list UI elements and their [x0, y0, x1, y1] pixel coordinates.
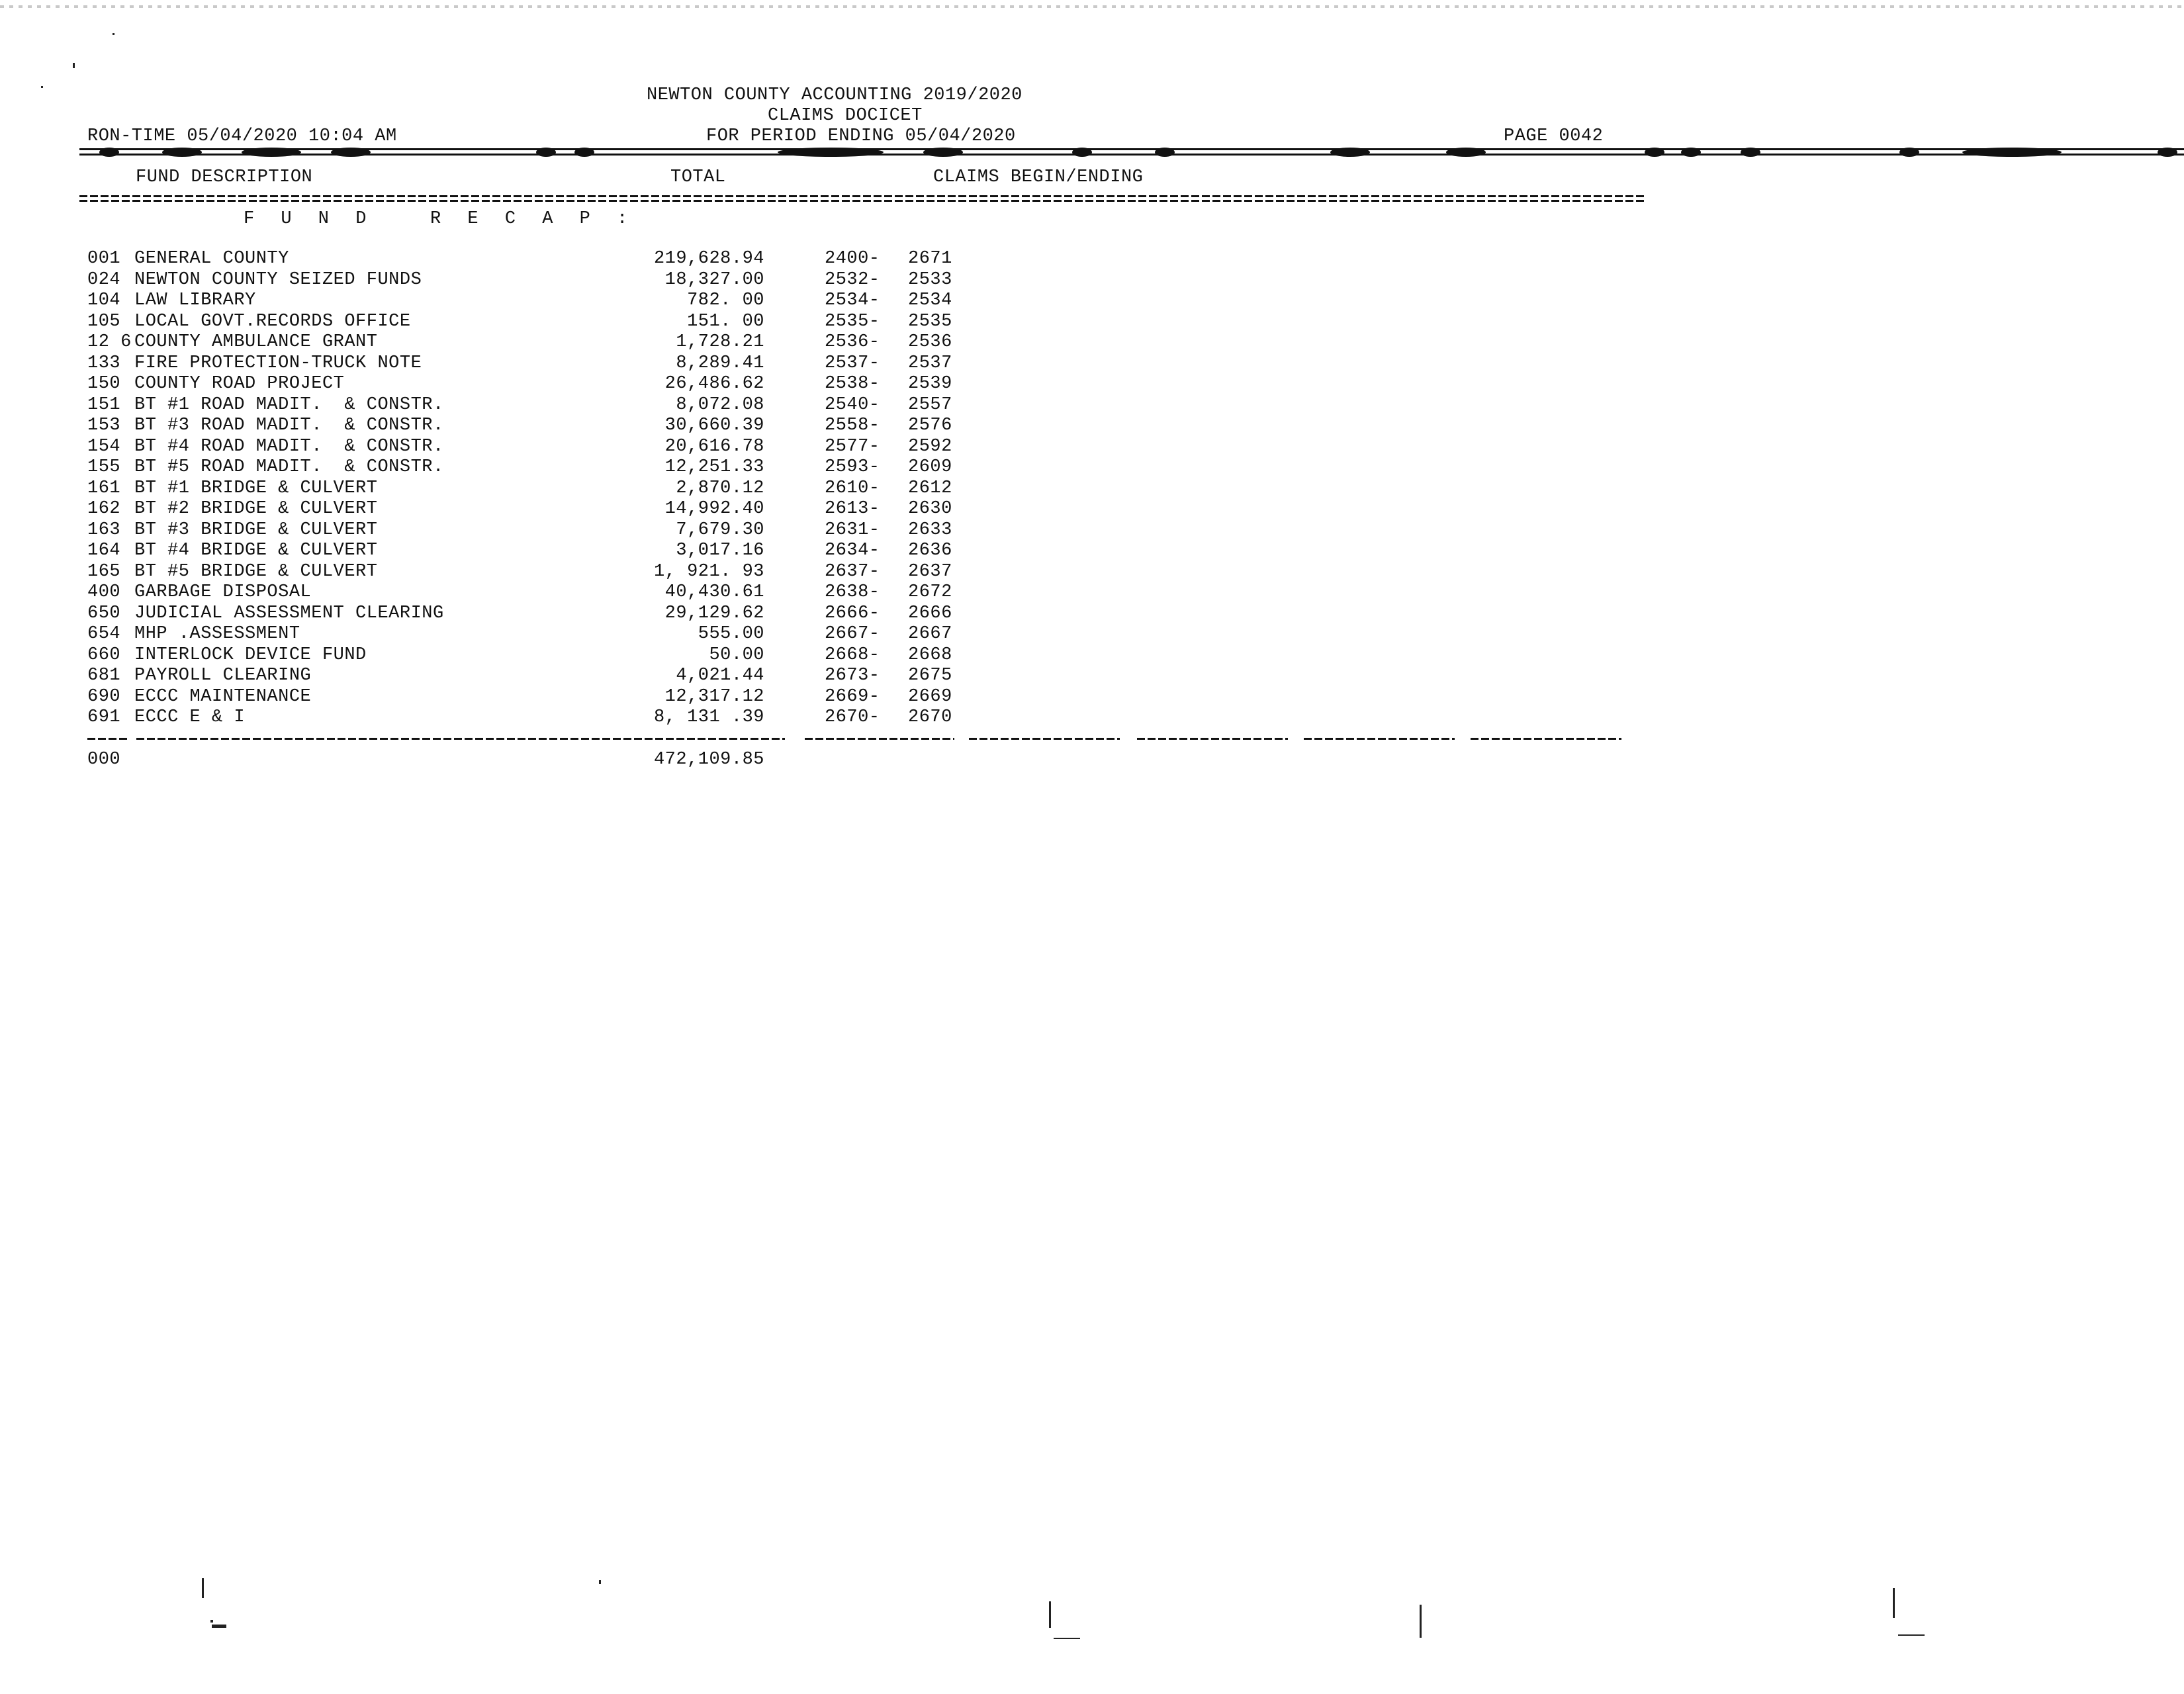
row-fund-code: 001	[87, 249, 121, 269]
row-fund-code: 650	[87, 603, 121, 623]
row-claims-begin: 2668-	[825, 645, 880, 665]
row-fund-code: 12 6	[87, 332, 132, 352]
row-total: 29,129.62	[664, 603, 764, 623]
row-total: 782. 00	[687, 290, 764, 310]
row-fund-code: 161	[87, 478, 121, 498]
header-rule	[79, 148, 2184, 156]
row-fund-description: BT #5 ROAD MADIT. & CONSTR.	[134, 457, 444, 477]
row-claims-end: 2534	[908, 290, 952, 310]
row-fund-description: BT #5 BRIDGE & CULVERT	[134, 562, 378, 582]
row-fund-code: 660	[87, 645, 121, 665]
row-total: 14,992.40	[664, 499, 764, 519]
page-number: PAGE 0042	[1504, 126, 1604, 146]
row-claims-begin: 2535-	[825, 312, 880, 332]
row-claims-end: 2668	[908, 645, 952, 665]
summary-rule	[87, 738, 128, 740]
row-fund-code: 165	[87, 562, 121, 582]
ink-blob	[1330, 148, 1370, 157]
row-total: 18,327.00	[664, 270, 764, 290]
row-fund-description: ECCC MAINTENANCE	[134, 687, 312, 707]
row-claims-end: 2670	[908, 707, 952, 727]
summary-rule	[805, 738, 954, 740]
ink-blob	[1899, 148, 1919, 157]
ink-blob	[1645, 148, 1664, 157]
scan-speck	[113, 33, 114, 35]
row-claims-end: 2536	[908, 332, 952, 352]
row-fund-description: MHP .ASSESSMENT	[134, 624, 300, 644]
row-claims-begin: 2532-	[825, 270, 880, 290]
scan-speck	[1054, 1638, 1080, 1639]
row-claims-begin: 2558-	[825, 416, 880, 435]
row-fund-description: LAW LIBRARY	[134, 290, 256, 310]
row-total: 12,251.33	[664, 457, 764, 477]
row-claims-end: 2667	[908, 624, 952, 644]
scan-speck	[73, 63, 75, 68]
scan-speck	[210, 1620, 213, 1623]
row-fund-code: 155	[87, 457, 121, 477]
col-total: TOTAL	[670, 167, 726, 187]
scan-speck	[599, 1580, 601, 1584]
row-claims-end: 2576	[908, 416, 952, 435]
row-total: 7,679.30	[676, 520, 764, 540]
column-header-rule	[79, 195, 1645, 202]
row-fund-code: 133	[87, 353, 121, 373]
summary-rule	[1304, 738, 1455, 740]
row-claims-end: 2557	[908, 395, 952, 415]
row-fund-code: 151	[87, 395, 121, 415]
row-fund-code: 105	[87, 312, 121, 332]
row-fund-description: BT #1 BRIDGE & CULVERT	[134, 478, 378, 498]
row-claims-end: 2630	[908, 499, 952, 519]
row-total: 2,870.12	[676, 478, 764, 498]
row-claims-begin: 2637-	[825, 562, 880, 582]
row-fund-description: BT #4 ROAD MADIT. & CONSTR.	[134, 437, 444, 457]
row-fund-description: INTERLOCK DEVICE FUND	[134, 645, 367, 665]
row-total: 4,021.44	[676, 666, 764, 686]
ink-blob	[331, 148, 371, 157]
row-claims-begin: 2631-	[825, 520, 880, 540]
row-total: 3,017.16	[676, 541, 764, 560]
row-fund-description: BT #3 ROAD MADIT. & CONSTR.	[134, 416, 444, 435]
run-time: RON-TIME 05/04/2020 10:04 AM	[87, 126, 397, 146]
row-claims-begin: 2540-	[825, 395, 880, 415]
row-total: 30,660.39	[664, 416, 764, 435]
row-claims-end: 2637	[908, 562, 952, 582]
ink-blob	[1155, 148, 1175, 157]
ink-blob	[1072, 148, 1092, 157]
row-claims-begin: 2638-	[825, 582, 880, 602]
row-fund-description: JUDICIAL ASSESSMENT CLEARING	[134, 603, 444, 623]
row-claims-end: 2633	[908, 520, 952, 540]
row-fund-description: LOCAL GOVT.RECORDS OFFICE	[134, 312, 411, 332]
scan-speck	[1049, 1601, 1051, 1628]
row-total: 8,289.41	[676, 353, 764, 373]
row-claims-begin: 2666-	[825, 603, 880, 623]
scan-speck	[41, 86, 43, 88]
ink-blob	[2158, 148, 2177, 157]
row-claims-begin: 2673-	[825, 666, 880, 686]
row-fund-code: 154	[87, 437, 121, 457]
row-total: 8,072.08	[676, 395, 764, 415]
row-total: 151. 00	[687, 312, 764, 332]
doc-title: CLAIMS DOCICET	[768, 106, 923, 126]
ink-blob	[1446, 148, 1486, 157]
ink-blob	[574, 148, 594, 157]
row-claims-begin: 2634-	[825, 541, 880, 560]
summary-rule	[969, 738, 1120, 740]
row-fund-description: COUNTY ROAD PROJECT	[134, 374, 345, 394]
row-total: 8, 131 .39	[653, 707, 764, 727]
ink-blob	[242, 148, 301, 157]
ink-blob	[923, 148, 963, 157]
row-claims-end: 2612	[908, 478, 952, 498]
row-claims-begin: 2667-	[825, 624, 880, 644]
row-claims-end: 2636	[908, 541, 952, 560]
row-claims-end: 2669	[908, 687, 952, 707]
org-title: NEWTON COUNTY ACCOUNTING 2019/2020	[647, 85, 1023, 105]
row-total: 1, 921. 93	[653, 562, 764, 582]
row-claims-end: 2535	[908, 312, 952, 332]
col-claims: CLAIMS BEGIN/ENDING	[933, 167, 1144, 187]
row-fund-code: 400	[87, 582, 121, 602]
row-fund-description: BT #1 ROAD MADIT. & CONSTR.	[134, 395, 444, 415]
row-total: 555.00	[698, 624, 764, 644]
row-fund-code: 681	[87, 666, 121, 686]
row-fund-description: BT #3 BRIDGE & CULVERT	[134, 520, 378, 540]
row-claims-end: 2537	[908, 353, 952, 373]
summary-total: 472,109.85	[653, 750, 764, 770]
row-fund-description: BT #2 BRIDGE & CULVERT	[134, 499, 378, 519]
row-fund-code: 162	[87, 499, 121, 519]
ink-blob	[162, 148, 202, 157]
col-fund-description: FUND DESCRIPTION	[136, 167, 313, 187]
row-fund-description: GARBAGE DISPOSAL	[134, 582, 312, 602]
section-title: F U N D R E C A P :	[244, 209, 636, 229]
row-claims-begin: 2613-	[825, 499, 880, 519]
row-fund-code: 164	[87, 541, 121, 560]
ink-blob	[1741, 148, 1760, 157]
row-claims-end: 2666	[908, 603, 952, 623]
scan-speck	[1420, 1605, 1422, 1638]
summary-rule	[136, 738, 785, 740]
row-claims-end: 2671	[908, 249, 952, 269]
row-claims-begin: 2536-	[825, 332, 880, 352]
row-total: 40,430.61	[664, 582, 764, 602]
row-fund-description: PAYROLL CLEARING	[134, 666, 312, 686]
row-claims-end: 2533	[908, 270, 952, 290]
row-claims-begin: 2538-	[825, 374, 880, 394]
row-fund-description: FIRE PROTECTION-TRUCK NOTE	[134, 353, 422, 373]
scan-speck	[1893, 1588, 1895, 1618]
row-claims-begin: 2577-	[825, 437, 880, 457]
row-claims-begin: 2400-	[825, 249, 880, 269]
ink-blob	[1962, 148, 2062, 157]
row-fund-code: 024	[87, 270, 121, 290]
row-total: 50.00	[709, 645, 764, 665]
summary-rule	[1137, 738, 1288, 740]
row-total: 219,628.94	[653, 249, 764, 269]
row-fund-code: 691	[87, 707, 121, 727]
row-fund-description: COUNTY AMBULANCE GRANT	[134, 332, 378, 352]
row-claims-begin: 2610-	[825, 478, 880, 498]
row-claims-begin: 2537-	[825, 353, 880, 373]
row-fund-code: 690	[87, 687, 121, 707]
row-total: 20,616.78	[664, 437, 764, 457]
summary-code: 000	[87, 750, 121, 770]
row-claims-begin: 2670-	[825, 707, 880, 727]
scan-noise-top	[0, 5, 2184, 8]
row-claims-end: 2672	[908, 582, 952, 602]
summary-rule	[1471, 738, 1621, 740]
row-total: 26,486.62	[664, 374, 764, 394]
row-claims-end: 2592	[908, 437, 952, 457]
row-claims-begin: 2669-	[825, 687, 880, 707]
ink-blob	[536, 148, 556, 157]
row-fund-description: NEWTON COUNTY SEIZED FUNDS	[134, 270, 422, 290]
ink-blob	[99, 148, 119, 157]
ink-blob	[1681, 148, 1701, 157]
row-fund-code: 163	[87, 520, 121, 540]
row-fund-description: GENERAL COUNTY	[134, 249, 289, 269]
row-claims-end: 2675	[908, 666, 952, 686]
row-fund-code: 153	[87, 416, 121, 435]
scan-speck	[202, 1578, 204, 1598]
row-fund-code: 150	[87, 374, 121, 394]
row-total: 12,317.12	[664, 687, 764, 707]
row-fund-code: 104	[87, 290, 121, 310]
row-fund-description: BT #4 BRIDGE & CULVERT	[134, 541, 378, 560]
row-claims-end: 2539	[908, 374, 952, 394]
row-total: 1,728.21	[676, 332, 764, 352]
row-claims-end: 2609	[908, 457, 952, 477]
ink-blob	[778, 148, 884, 157]
scan-speck	[1898, 1634, 1925, 1636]
row-claims-begin: 2534-	[825, 290, 880, 310]
scan-speck	[212, 1625, 226, 1628]
row-fund-code: 654	[87, 624, 121, 644]
row-claims-begin: 2593-	[825, 457, 880, 477]
row-fund-description: ECCC E & I	[134, 707, 246, 727]
period-ending: FOR PERIOD ENDING 05/04/2020	[706, 126, 1016, 146]
